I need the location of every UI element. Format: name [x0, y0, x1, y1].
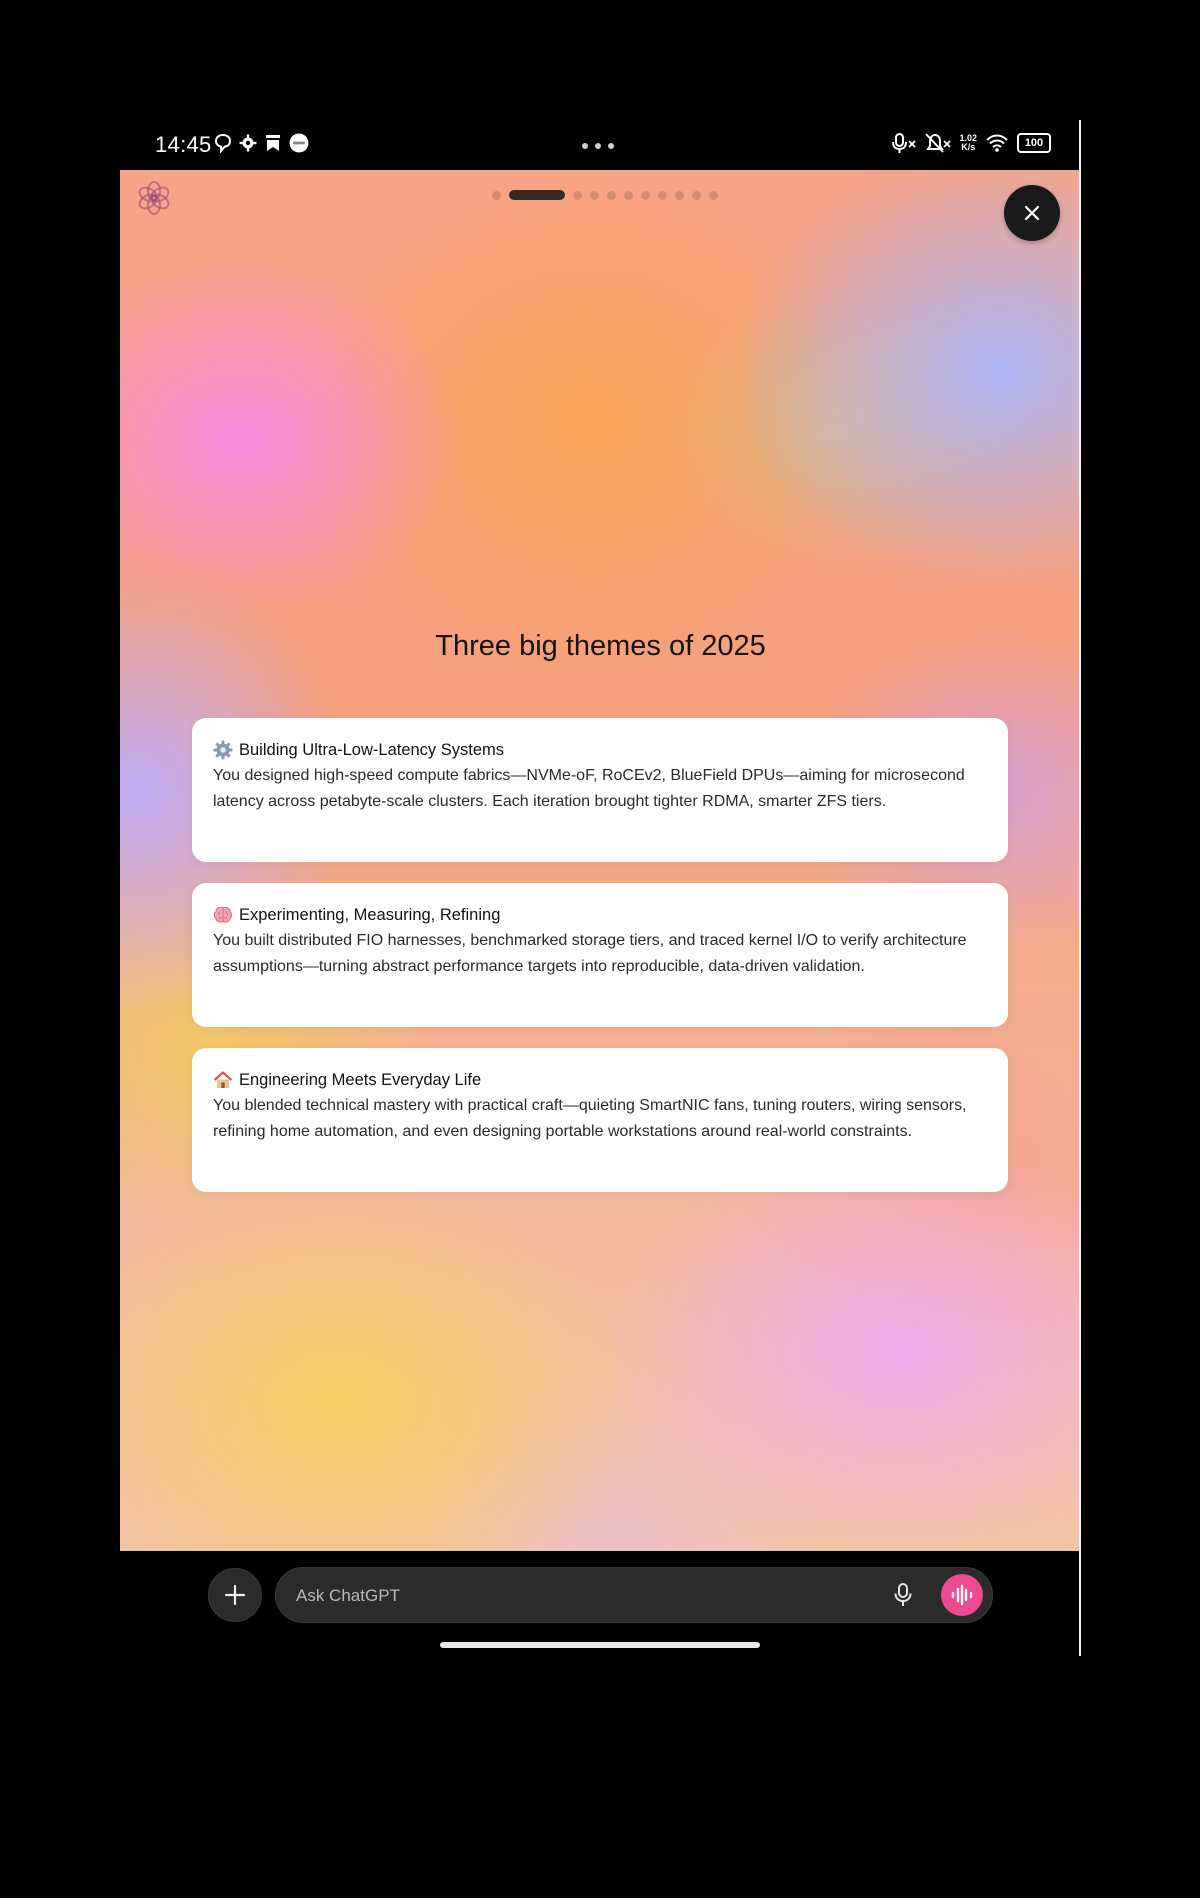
theme-card-title: Engineering Meets Everyday Life [239, 1071, 482, 1089]
home-indicator[interactable] [440, 1642, 760, 1648]
status-left-icons [214, 133, 309, 153]
bell-muted-icon [925, 132, 951, 154]
house-icon [213, 1070, 233, 1090]
pager-dot-active[interactable] [509, 190, 565, 200]
pager-dot[interactable] [692, 191, 701, 200]
theme-card [192, 1048, 1008, 1192]
pager-dot[interactable] [492, 191, 501, 200]
wifi-icon [985, 133, 1009, 153]
recap-story-panel [120, 170, 1081, 1551]
mic-muted-icon [891, 132, 917, 154]
pager-dot[interactable] [607, 191, 616, 200]
settings-icon [239, 134, 257, 152]
story-pager [492, 190, 718, 200]
page-title: Three big themes of 2025 [435, 630, 766, 662]
close-icon [1023, 204, 1041, 222]
pager-dot[interactable] [641, 191, 650, 200]
pager-dot[interactable] [658, 191, 667, 200]
status-right-icons [891, 132, 1051, 154]
theme-card [192, 883, 1008, 1027]
openai-logo-icon [136, 180, 172, 216]
network-speed-unit: K/s [961, 142, 976, 152]
pager-dot[interactable] [590, 191, 599, 200]
theme-card-body: You blended technical mastery with practical craft—quieting SmartNIC fans, tuning routers, wiring sensors, refining home automation, and even designing portable workstations around real-world constraints. [213, 1097, 967, 1140]
pager-dot[interactable] [675, 191, 684, 200]
pager-dot[interactable] [709, 191, 718, 200]
pager-dot[interactable] [573, 191, 582, 200]
plus-icon [224, 1584, 246, 1606]
status-time: 14:45 [155, 132, 212, 157]
close-button[interactable] [1004, 185, 1060, 241]
device-screen [120, 120, 1081, 1656]
theme-card-body: You designed high-speed compute fabrics—NVMe-oF, RoCEv2, BlueField DPUs—aiming for microsecond latency across petabyte-scale clusters. Each iteration brought tighter RDMA, smarter ZFS tiers. [213, 767, 965, 810]
zoom-app-icon [289, 133, 309, 153]
voice-mode-button[interactable] [941, 1574, 983, 1616]
pager-dot[interactable] [624, 191, 633, 200]
network-speed [959, 134, 977, 152]
ask-chatgpt-input[interactable] [294, 1578, 858, 1614]
chat-bubble-icon [214, 133, 232, 153]
network-speed-value: 1.02 [959, 133, 977, 143]
microphone-icon [893, 1582, 913, 1608]
theme-card-title: Experimenting, Measuring, Refining [239, 906, 501, 924]
theme-card-body: You built distributed FIO harnesses, benchmarked storage tiers, and traced kernel I/O to verify architecture assumptions—turning abstract performance targets into reproducible, data-driven validation. [213, 932, 967, 975]
theme-card [192, 718, 1008, 862]
brain-icon [213, 905, 233, 925]
dictation-button[interactable] [888, 1580, 918, 1610]
composer-input-container [275, 1567, 993, 1623]
gear-icon [213, 740, 233, 760]
theme-card-title: Building Ultra-Low-Latency Systems [239, 741, 505, 759]
status-bar [120, 120, 1081, 170]
composer-bar [120, 1551, 1081, 1656]
add-attachment-button[interactable] [208, 1568, 262, 1622]
screen-edge-divider [1079, 120, 1081, 1656]
battery-indicator: 100 [1017, 133, 1051, 153]
voice-waveform-icon [950, 1584, 974, 1606]
bookmark-icon [264, 133, 282, 153]
status-more-dots [582, 143, 614, 149]
